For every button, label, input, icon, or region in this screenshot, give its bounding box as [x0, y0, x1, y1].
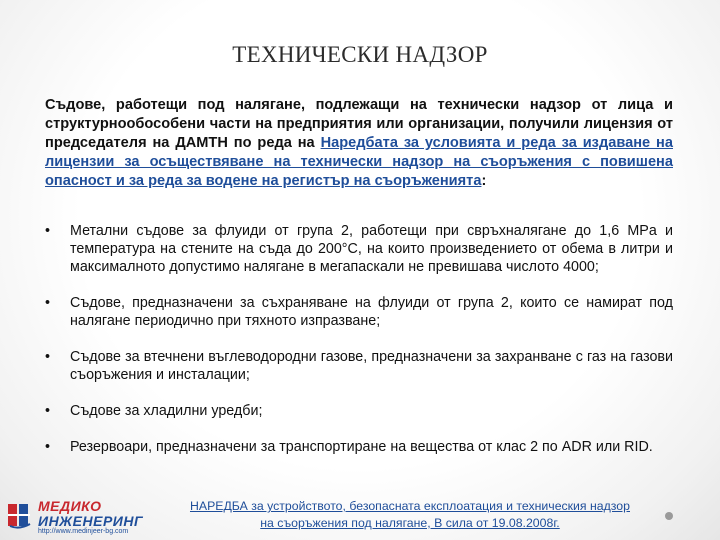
list-item: • Резервоари, предназначени за транспортиране на вещества от клас 2 по ADR или RID. [45, 439, 653, 455]
list-item: • Метални съдове за флуиди от група 2, работещи при свръхналягане до 1,6 MPa и температура на стените на съда до 200°С, на които произведението от обема в литри и максималното допустимо налягане в мегапаскали не превишава числото 4000; [45, 223, 673, 275]
footer-link-line2[interactable]: на съоръжения под налягане, В сила от 19.08.2008г. [260, 516, 560, 530]
decorative-dot-icon [665, 512, 673, 520]
logo-line1: МЕДИКО [38, 498, 102, 514]
bullet-icon: • [45, 439, 51, 455]
intro-paragraph [45, 96, 673, 191]
slide-title: ТЕХНИЧЕСКИ НАДЗОР [232, 42, 488, 67]
bullet-icon: • [45, 295, 51, 311]
footer-regulation-link [150, 498, 670, 532]
list-item: • Съдове, предназначени за съхраняване на флуиди от група 2, които се намират под налягане периодично при тяхното изпразване; [45, 295, 673, 329]
list-item: • Съдове за хладилни уредби; [45, 403, 263, 419]
bullet-icon: • [45, 223, 51, 239]
company-logo [6, 498, 156, 538]
logo-line2: ИНЖЕНЕРИНГ [38, 513, 144, 529]
intro-end: : [481, 173, 487, 189]
logo-mark-icon [6, 500, 32, 530]
vessel-list [45, 222, 673, 474]
footer-link-line1[interactable]: НАРЕДБА за устройството, безопасната експлоатация и техническия надзор [189, 499, 630, 513]
intro-text: Съдове, работещи под налягане, подлежащи на технически надзор от лица и структурнообособени части на предприятия или организации, получили лицензия от председателя на ДАМТН по реда на [45, 97, 673, 151]
bullet-icon: • [45, 403, 51, 419]
bullet-icon: • [45, 349, 51, 365]
logo-url: http://www.medinjeer-bg.com [38, 528, 129, 535]
list-item: • Съдове за втечнени въглеводородни газове, предназначени за захранване с газ на газови съоръжения и инсталации; [45, 349, 673, 383]
regulation-link[interactable]: Наредбата за условията и реда за издаване на лицензии за осъществяване на технически надзор на съоръжения с повишена опасност и за реда за водене на регистър на съоръженията [45, 135, 673, 189]
